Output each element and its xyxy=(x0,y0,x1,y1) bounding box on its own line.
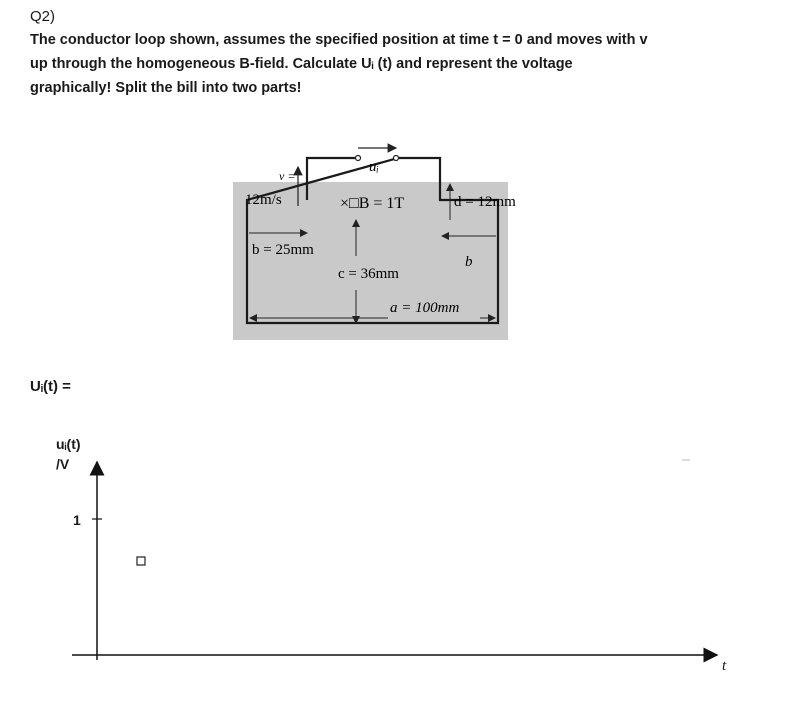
question-number: Q2) xyxy=(30,8,56,25)
terminal-left xyxy=(356,156,361,161)
x-axis-label: t xyxy=(722,658,727,674)
y-axis-label-line2: /V xyxy=(56,456,70,472)
b-field-label: ×□B = 1T xyxy=(340,195,405,212)
y-tick-label: 1 xyxy=(73,512,81,528)
velocity-label: v = xyxy=(279,169,296,183)
question-text-line: The conductor loop shown, assumes the specified position at time t = 0 and moves with v xyxy=(30,32,648,48)
d-label: d = 12mm xyxy=(454,194,516,210)
question-text-line: graphically! Split the bill into two parts! xyxy=(30,80,302,96)
question-text-line: up through the homogeneous B-field. Calculate Uᵢ (t) and represent the voltage xyxy=(30,56,573,72)
checkbox-icon xyxy=(137,557,145,565)
b-label-right: b xyxy=(465,254,473,270)
b-label-left: b = 25mm xyxy=(252,242,314,258)
c-label: c = 36mm xyxy=(338,266,399,282)
y-axis-label-line1: uᵢ(t) xyxy=(56,436,81,452)
y-axis-label xyxy=(56,434,81,474)
ui-label: uᵢ xyxy=(369,159,379,175)
velocity-value: 12m/s xyxy=(245,192,282,208)
conductor-loop-figure xyxy=(228,140,518,345)
terminal-right xyxy=(394,156,399,161)
a-label: a = 100mm xyxy=(390,300,460,316)
question-text xyxy=(30,28,750,100)
answer-equation-label: Uᵢ(t) = xyxy=(30,378,71,395)
